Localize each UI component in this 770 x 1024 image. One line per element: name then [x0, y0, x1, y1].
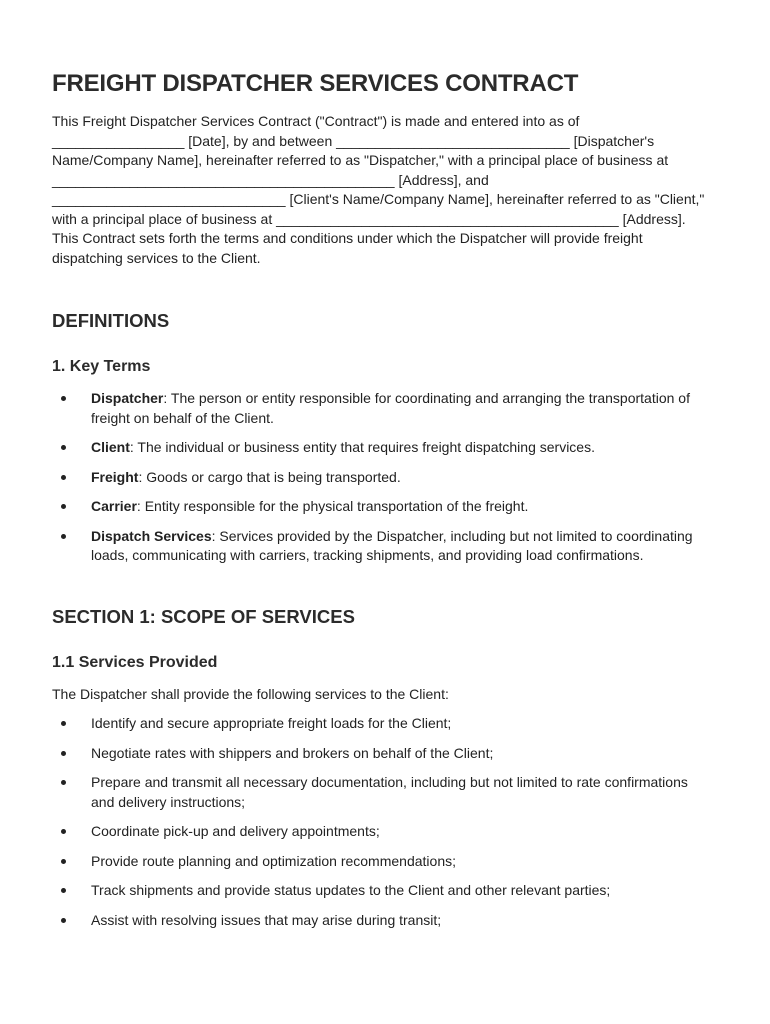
- section1-heading: SECTION 1: SCOPE OF SERVICES: [52, 606, 355, 627]
- bullet-icon: [61, 888, 66, 893]
- definitions-heading: DEFINITIONS: [52, 310, 170, 331]
- term-definition: : The individual or business entity that requires freight dispatching services.: [129, 439, 595, 455]
- bullet-icon: [61, 918, 66, 923]
- services-lead-text: The Dispatcher shall provide the following services to the Client:: [52, 686, 449, 702]
- bullet-icon: [61, 534, 66, 539]
- service-item-text: Prepare and transmit all necessary documentation, including but not limited to rate confirmations and delivery instructions;: [91, 774, 688, 810]
- key-terms-list: [52, 389, 702, 566]
- list-item: [52, 744, 702, 764]
- list-item: [52, 822, 702, 842]
- list-item: [52, 527, 702, 566]
- bullet-icon: [61, 475, 66, 480]
- term-label: Dispatch Services: [91, 527, 212, 544]
- service-item-text: Negotiate rates with shippers and brokers on behalf of the Client;: [91, 744, 494, 761]
- list-item: [52, 438, 702, 458]
- list-item: [52, 852, 702, 872]
- key-terms-subheading: 1. Key Terms: [52, 358, 151, 375]
- services-provided-subheading: 1.1 Services Provided: [52, 654, 218, 671]
- bullet-icon: [61, 396, 66, 401]
- bullet-icon: [61, 445, 66, 450]
- bullet-icon: [61, 780, 66, 785]
- service-item-text: Identify and secure appropriate freight loads for the Client;: [91, 715, 452, 731]
- service-item-text: Provide route planning and optimization recommendations;: [91, 852, 456, 869]
- bullet-icon: [61, 829, 66, 834]
- list-item: [52, 389, 702, 428]
- service-item-text: Assist with resolving issues that may arise during transit;: [91, 911, 442, 928]
- bullet-icon: [61, 504, 66, 509]
- list-item: [52, 881, 702, 901]
- services-list: [52, 714, 702, 930]
- service-item-text: Track shipments and provide status updates to the Client and other relevant parties;: [91, 882, 611, 898]
- term-label: Freight: [91, 468, 139, 485]
- bullet-icon: [61, 859, 66, 864]
- term-definition: : Entity responsible for the physical transportation of the freight.: [136, 498, 529, 514]
- term-label: Dispatcher: [91, 390, 164, 406]
- bullet-icon: [61, 751, 66, 756]
- term-definition: : Goods or cargo that is being transported.: [138, 468, 401, 485]
- service-item-text: Coordinate pick-up and delivery appointments;: [91, 823, 380, 839]
- bullet-icon: [61, 721, 66, 726]
- list-item: [52, 714, 702, 734]
- intro-paragraph: This Freight Dispatcher Services Contract ("Contract") is made and entered into as of _________________ [Date], by and between ______________________________ [Dispatcher's Name/Company Name], hereinafter referred to as "Dispatcher," with a principal place of business at ____________________________________________ [Address], and ______________________________ [Client's Name/Company Name], hereinafter referred to as "Client," with a principal place of business at ____________________________________________ [Address]. This Contract sets forth the terms and conditions under which the Dispatcher will provide freight dispatching services to the Client.: [52, 113, 705, 266]
- term-label: Client: [91, 439, 130, 455]
- list-item: [52, 911, 702, 931]
- term-definition: : The person or entity responsible for coordinating and arranging the transportation of freight on behalf of the Client.: [91, 390, 690, 426]
- list-item: [52, 497, 702, 517]
- term-label: Carrier: [91, 498, 137, 514]
- list-item: [52, 773, 702, 812]
- page-title: FREIGHT DISPATCHER SERVICES CONTRACT: [52, 70, 579, 97]
- term-definition: : Services provided by the Dispatcher, including but not limited to coordinating loads, communicating with carriers, tracking shipments, and providing load confirmations.: [91, 527, 693, 563]
- list-item: [52, 468, 702, 488]
